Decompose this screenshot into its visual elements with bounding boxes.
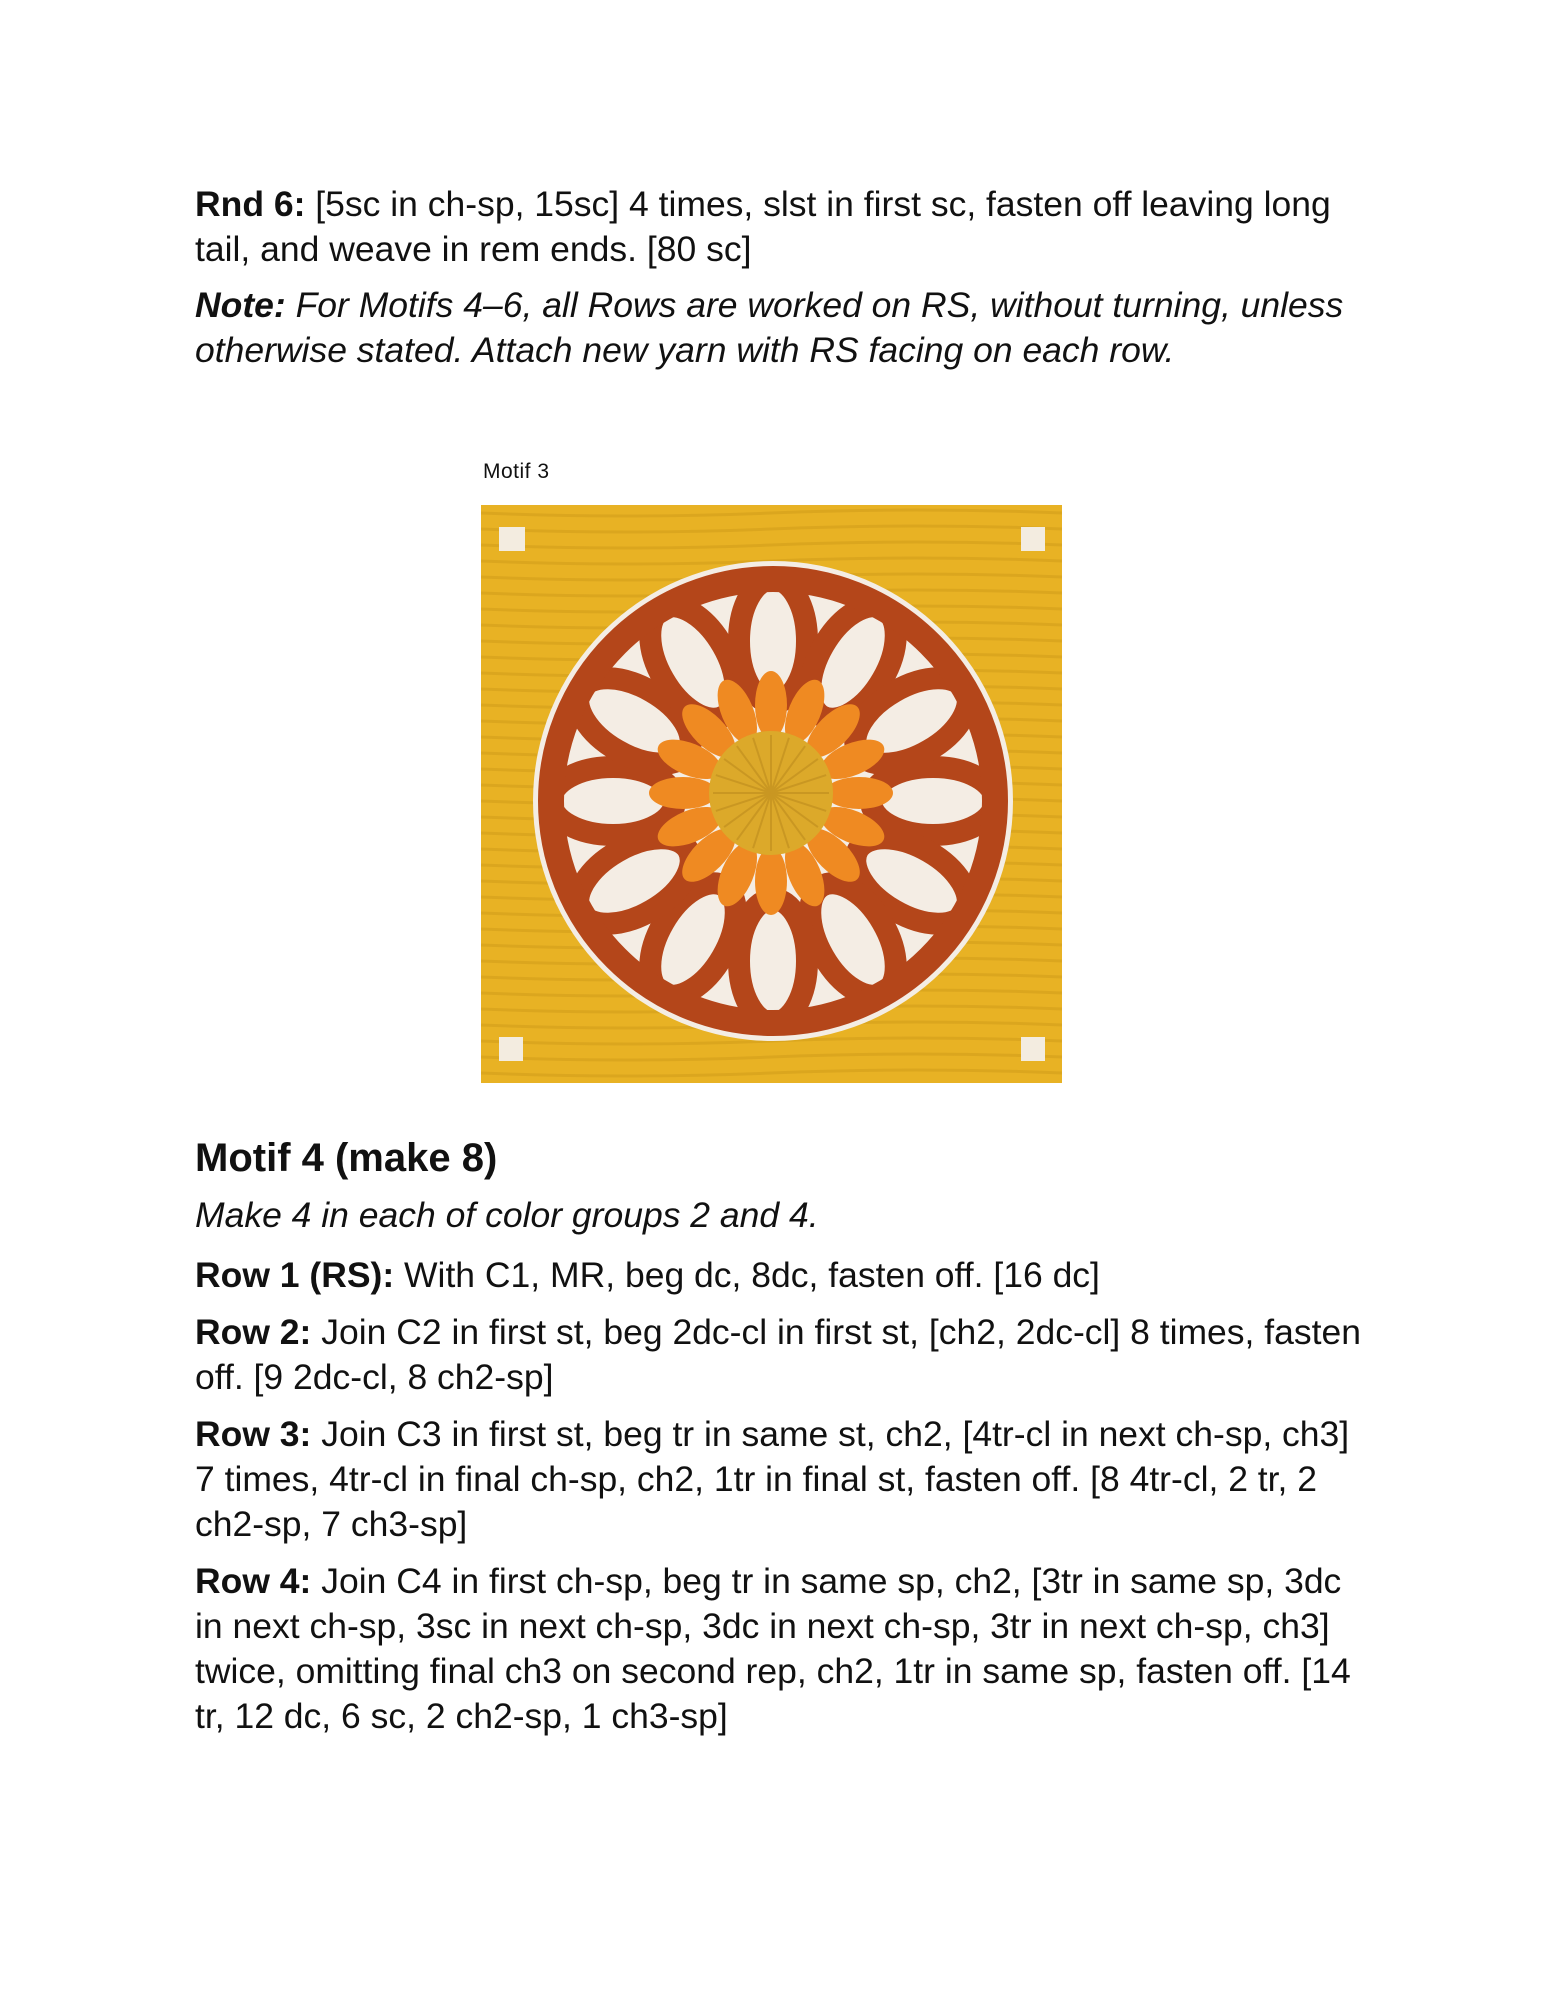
row4-text: Join C4 in first ch-sp, beg tr in same sp, ch2, [3tr in same sp, 3dc in next ch-sp, 3sc in next ch-sp, 3dc in next ch-sp, 3tr in next ch-sp, ch3] twice, omitting final ch3 on second rep, ch2, 1tr in same sp, fasten off. [14 tr, 12 dc, 6 sc, 2 ch2-sp, 1 ch3-sp]: [195, 1561, 1351, 1736]
rnd6-paragraph: [195, 182, 1375, 272]
motif4-subtitle: Make 4 in each of color groups 2 and 4.: [195, 1195, 819, 1235]
row1-paragraph: [195, 1253, 1375, 1298]
note-label: Note:: [195, 285, 286, 325]
row4-label: Row 4:: [195, 1561, 312, 1601]
note-paragraph: [195, 283, 1375, 373]
note-text: For Motifs 4–6, all Rows are worked on RS, without turning, unless otherwise stated. Attach new yarn with RS facing on each row.: [195, 285, 1344, 370]
row4-paragraph: [195, 1559, 1375, 1739]
row3-paragraph: [195, 1412, 1375, 1547]
row3-label: Row 3:: [195, 1414, 312, 1454]
row3-text: Join C3 in first st, beg tr in same st, ch2, [4tr-cl in next ch-sp, ch3] 7 times, 4tr-cl in final ch-sp, ch2, 1tr in final st, fasten off. [8 4tr-cl, 2 tr, 2 ch2-sp, 7 ch3-sp]: [195, 1414, 1350, 1544]
row2-label: Row 2:: [195, 1312, 312, 1352]
row1-label: Row 1 (RS):: [195, 1255, 395, 1295]
figure-caption: Motif 3: [483, 460, 550, 483]
row1-text: With C1, MR, beg dc, 8dc, fasten off. [16 dc]: [394, 1255, 1100, 1295]
motif-3-photo: [481, 505, 1062, 1083]
rnd6-label: Rnd 6:: [195, 184, 306, 224]
rnd6-text: [5sc in ch-sp, 15sc] 4 times, slst in first sc, fasten off leaving long tail, and weave in rem ends. [80 sc]: [195, 184, 1331, 269]
row2-paragraph: [195, 1310, 1375, 1400]
row2-text: Join C2 in first st, beg 2dc-cl in first st, [ch2, 2dc-cl] 8 times, fasten off. [9 2dc-cl, 8 ch2-sp]: [195, 1312, 1361, 1397]
motif4-heading: Motif 4 (make 8): [195, 1136, 498, 1180]
